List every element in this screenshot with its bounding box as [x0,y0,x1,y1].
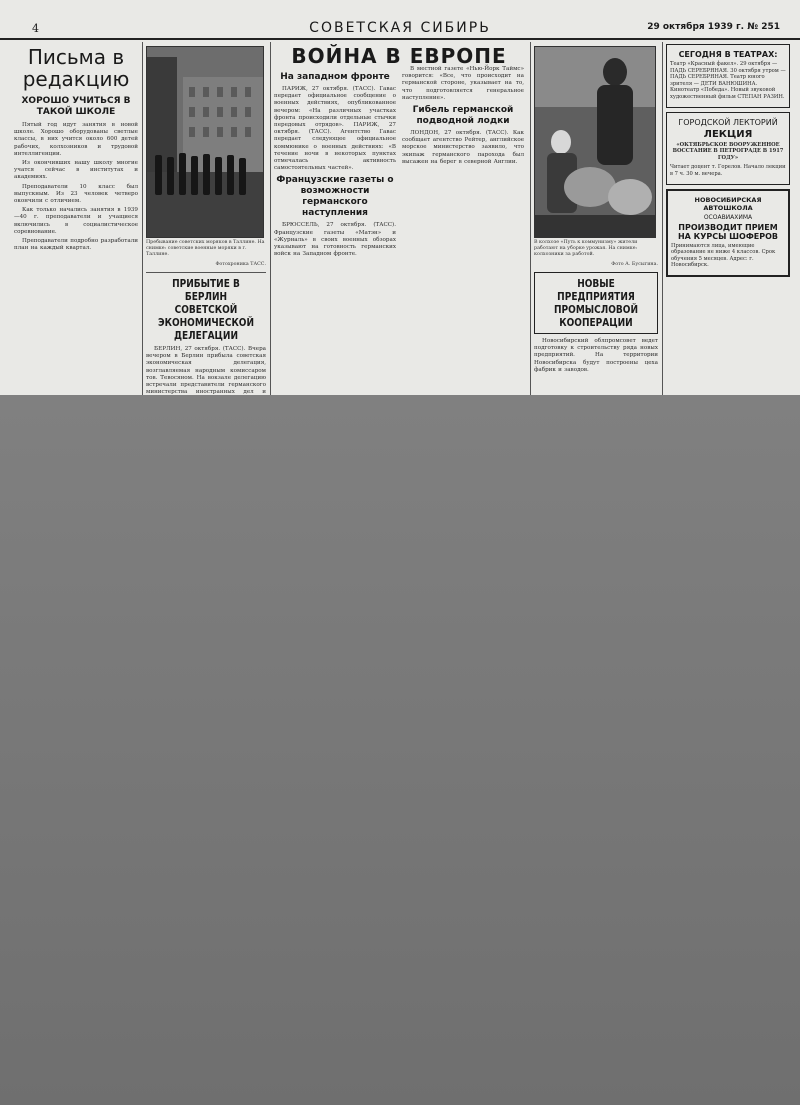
autoschool-announcement: ПРОИЗВОДИТ ПРИЕМ НА КУРСЫ ШОФЕРОВ [677,222,779,241]
paragraph: Пятый год идут занятия в новой школе. Хорошо оборудованы светлые классы, в них учится около 600 детей рабочих, колхозников и трудовой интеллигенции. [14,122,138,157]
column-divider [142,42,143,395]
kolkhoz-photo-caption: В колхозе «Путь к коммунизму» жители работают на уборке урожая. На снимке: колхозники за работой. [534,240,638,257]
autoschool-org: ОСОАВИАХИМА [703,213,753,221]
issue-date: 29 октября 1939 г. № 251 [647,22,780,32]
tallinn-photo [146,46,264,238]
cooperation-heading: НОВЫЕ ПРЕДПРИЯТИЯ ПРОМЫСЛОВОЙ КООПЕРАЦИИ [553,277,639,329]
tallinn-photo-credit: Фотохроника ТАСС. [215,262,266,267]
theatres-text: Театр «Красный факел». 29 октября — ПАДЬ СЕРЕБРЯНАЯ. 30 октября утром — ПАДЬ СЕРЕБРЯНАЯ. Театр юного зрителя — ДЕТИ ВАНЮШИНА. Кинотеатр «Победа». Новый звуковой художественный фильм СТЕПАН РАЗИН. [670,61,786,100]
tallinn-photo-caption: Пребывание советских моряков в Таллине. На снимке: советские военные моряки в г. Таллине. [146,240,265,257]
autoschool-box [666,189,790,277]
column-announcements [666,42,790,392]
letters-heading: Письма в редакцию [22,45,130,91]
masthead [0,0,800,40]
paragraph: Как только начались занятия в 1939—40 г. преподаватели и учащиеся включились в социалистическое соревнование. [14,207,138,235]
faded-lower-page-area [0,395,800,1105]
submarine-heading: Гибель германской подводной лодки [412,105,514,127]
divider [146,272,266,273]
kolkhoz-photo-illustration [535,47,655,237]
delegation-text: БЕРЛИН, 27 октября. (ТАСС). Вчера вечером в Берлин прибыла советская экономическая делегация, возглавляемая народным комиссаром тов. Тевосяном. На вокзале делегацию встречали представители германского министерства иностранных дел и [146,346,266,396]
column-divider [530,42,531,395]
page-number: 4 [32,22,39,35]
french-papers-text: БРЮССЕЛЬ, 27 октября. (ТАСС). Французские газеты «Матэн» и «Журналь» в своих военных обзорах указывают на готовность германских войск на Западном фронте. [274,222,396,258]
column-divider [270,42,271,395]
french-papers-heading: Французские газеты о возможности германского наступления [276,175,394,219]
kolkhoz-photo [534,46,656,238]
war-intro-text: В местной газете «Нью-Йорк Таймс» говорится: «Все, что происходит на германской стороне, указывает на то, что подготовляется генеральное наступление». [402,66,524,101]
column-delegation [146,42,266,396]
newspaper-page [0,0,800,395]
lecture-subject: «ОКТЯБРЬСКОЕ ВООРУЖЕННОЕ ВОССТАНИЕ В ПЕТРОГРАДЕ В 1917 ГОДУ» [672,141,784,161]
theatres-title: СЕГОДНЯ В ТЕАТРАХ: [678,50,778,59]
west-front-heading: На западном фронте [280,72,390,82]
column-war-sea [402,66,524,392]
column-divider [662,42,663,395]
cooperation-text: Новосибирский облпромсовет ведет подготовку к строительству ряда новых предприятий. На территории Новосибирска будут построены цеха фабрик и заводов. [534,338,658,373]
submarine-text: ЛОНДОН, 27 октября. (ТАСС). Как сообщает агентство Рейтер, английское морское министерство заявило, что экипаж германского парохода был высажен на берег в северной Англии. [402,130,524,165]
theatres-box [666,44,790,108]
war-in-europe-heading: ВОЙНА В ЕВРОПЕ [291,44,507,68]
newspaper-title: СОВЕТСКАЯ СИБИРЬ [309,20,491,36]
paragraph: Преподаватели подробно разработали план на каждый квартал. [14,238,138,252]
school-article-heading: ХОРОШО УЧИТЬСЯ В ТАКОЙ ШКОЛЕ [21,96,131,117]
lecture-text: Читает доцент т. Горелов. Начало лекции в 7 ч. 30 м. вечера. [670,164,786,177]
tallinn-photo-illustration [147,47,263,237]
lectorium-title: ГОРОДСКОЙ ЛЕКТОРИЙ [678,117,778,127]
paragraph: Из окончивших нашу школу многие учатся сейчас в институтах и академиях. [14,160,138,181]
west-front-text: ПАРИЖ, 27 октября. (ТАСС). Гавас передает официальное сообщение о военных действиях, опубликованное вечером: «На различных участках фронта происходили отдельные стычки передовых отрядов». ПАРИЖ, 27 октября. (ТАСС). Агентство Гавас передает следующее официальное коммюнике о военных действиях: «В течение ночи в некоторых пунктах отмечалась активность самостоятельных частей». [274,86,396,172]
column-cooperation [534,42,658,392]
column-letters [14,42,138,392]
autoschool-name: НОВОСИБИРСКАЯ АВТОШКОЛА [694,195,762,212]
delegation-heading: ПРИБЫТИЕ В БЕРЛИН СОВЕТСКОЙ ЭКОНОМИЧЕСКОЙ ДЕЛЕГАЦИИ [157,277,255,342]
lectorium-box [666,112,790,185]
autoschool-text: Принимаются лица, имеющие образование не ниже 4 классов. Срок обучения 5 месяцев. Адрес: г. Новосибирск. [671,242,776,269]
paragraph: Преподаватели 10 класс был выпускным. Из 23 человек четверо окончили с отличием. [14,183,138,205]
cooperation-heading-box [534,272,658,334]
lecture-title: ЛЕКЦИЯ [703,128,753,140]
kolkhoz-photo-credit: Фото А. Бусыгина. [611,262,658,267]
